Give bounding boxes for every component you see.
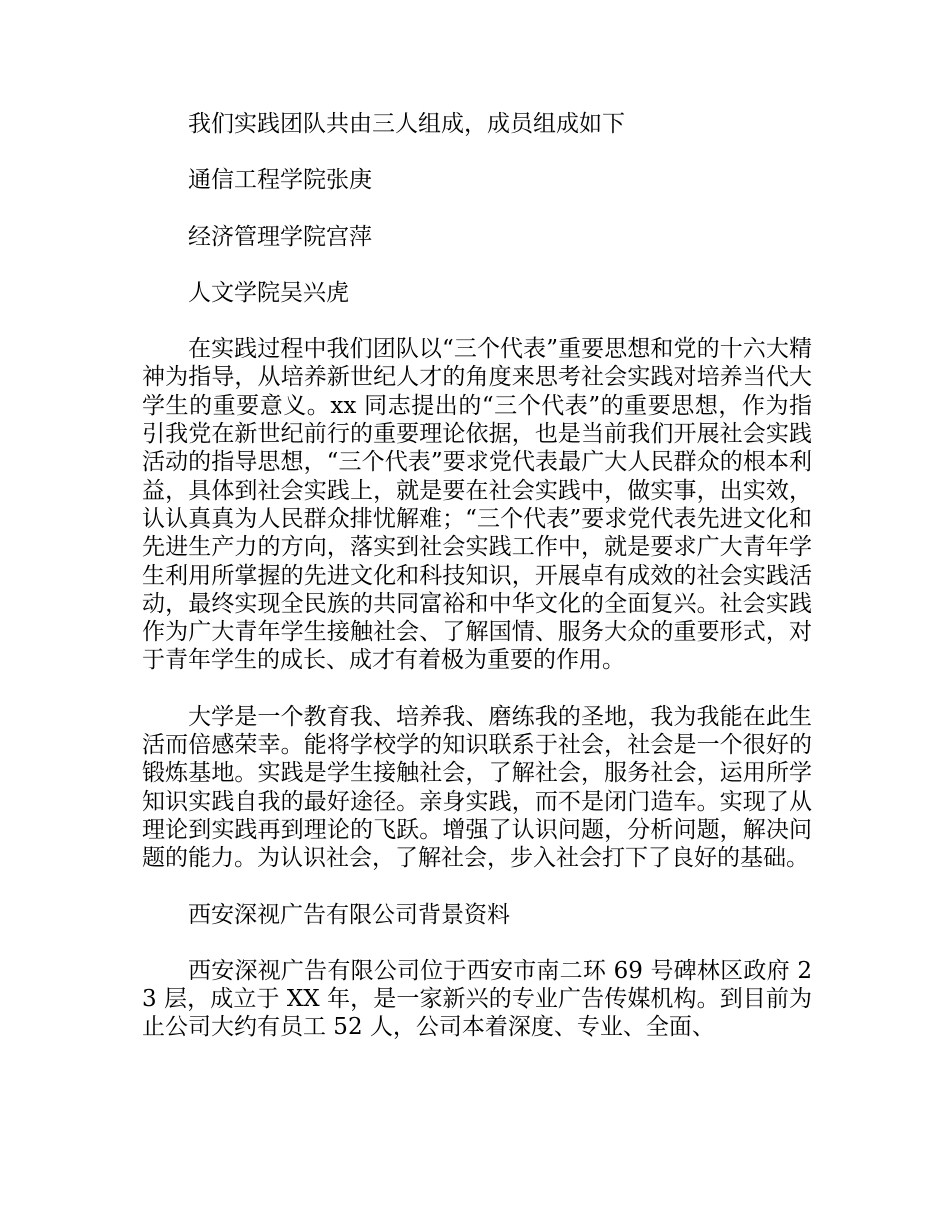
company-background-paragraph: 西安深视广告有限公司位于西安市南二环 69 号碑林区政府 23 层，成立于 XX 年，是一家新兴的专业广告传媒机构。到目前为止公司大约有员工 52 人，公司本着深度、专业、全面、: [142, 957, 812, 1041]
team-intro-line: 我们实践团队共由三人组成，成员组成如下: [188, 111, 625, 137]
member-line-2: 经济管理学院宫萍: [188, 223, 372, 250]
member-line-1: 通信工程学院张庚: [188, 167, 372, 194]
member-line-3: 人文学院吴兴虎: [188, 279, 349, 306]
document-page: [142, 110, 812, 1070]
company-background-heading: 西安深视广告有限公司背景资料: [188, 901, 510, 928]
practice-guidance-paragraph: 在实践过程中我们团队以“三个代表”重要思想和党的十六大精神为指导，从培养新世纪人才的角度来思考社会实践对培养当代大学生的重要意义。xx 同志提出的“三个代表”的重要思想，作为指引我党在新世纪前行的重要理论依据，也是当前我们开展社会实践活动的指导思想，“三个代表”要求党代表最广大人民群众的根本利益，具体到社会实践上，就是要在社会实践中，做实事，出实效，认认真真为人民群众排忧解难；“三个代表”要求党代表先进文化和先进生产力的方向，落实到社会实践工作中，就是要求广大青年学生利用所掌握的先进文化和科技知识，开展卓有成效的社会实践活动，最终实现全民族的共同富裕和中华文化的全面复兴。社会实践作为广大青年学生接触社会、了解国情、服务大众的重要形式，对于青年学生的成长、成才有着极为重要的作用。: [142, 336, 812, 674]
university-paragraph: 大学是一个教育我、培养我、磨练我的圣地，我为我能在此生活而倍感荣幸。能将学校学的知识联系于社会，社会是一个很好的锻炼基地。实践是学生接触社会，了解社会，服务社会，运用所学知识实践自我的最好途径。亲身实践，而不是闭门造车。实现了从理论到实践再到理论的飞跃。增强了认识问题，分析问题，解决问题的能力。为认识社会，了解社会，步入社会打下了良好的基础。: [142, 703, 812, 872]
